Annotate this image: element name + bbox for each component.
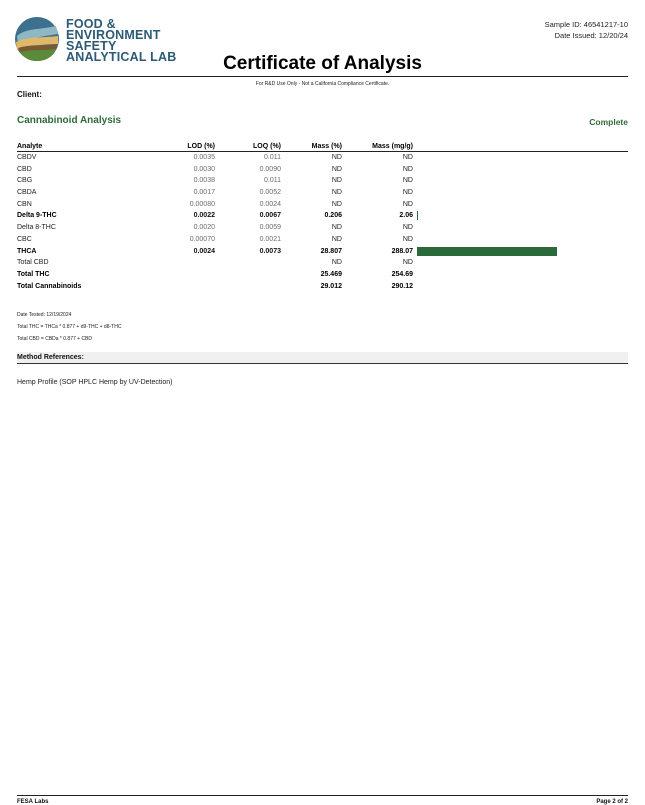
mass-mg-cell: ND — [402, 224, 413, 232]
loq-cell: 0.0090 — [259, 165, 281, 173]
mass-pct-cell: ND — [331, 189, 342, 197]
table-row — [17, 152, 628, 164]
table-row — [17, 175, 628, 187]
header-loq: LOQ (%) — [253, 143, 281, 150]
lod-cell: 0.0038 — [193, 177, 215, 185]
mass-bar — [417, 247, 557, 256]
mass-pct-cell: ND — [331, 177, 342, 185]
loq-cell: 0.0052 — [259, 189, 281, 197]
footer-page-number: Page 2 of 2 — [596, 799, 628, 805]
mass-pct-cell: ND — [331, 165, 342, 173]
mass-mg-cell: 288.07 — [391, 247, 413, 255]
loq-cell: 0.0059 — [259, 224, 281, 232]
loq-cell: 0.0021 — [259, 235, 281, 243]
loq-cell: 0.011 — [264, 154, 281, 161]
loq-cell: 0.0024 — [259, 200, 281, 208]
table-row — [17, 246, 628, 258]
table-row — [17, 164, 628, 176]
loq-cell: 0.0073 — [259, 247, 281, 255]
analyte-cell: CBC — [17, 235, 32, 243]
client-label: Client: — [17, 90, 42, 99]
analyte-cell: Total CBD — [17, 259, 49, 267]
analyte-cell: CBD — [17, 165, 32, 173]
analyte-cell: Delta 8-THC — [17, 224, 56, 232]
table-row — [17, 187, 628, 199]
mass-pct-cell: 28.807 — [320, 247, 342, 255]
mass-mg-cell: ND — [402, 235, 413, 243]
mass-mg-cell: ND — [402, 154, 413, 161]
method-references-label: Method References: — [17, 354, 84, 361]
table-header — [17, 140, 628, 152]
analyte-cell: CBDA — [17, 189, 37, 197]
loq-cell: 0.0067 — [259, 212, 281, 220]
table-row — [17, 234, 628, 246]
date-tested: Date Tested: 12/19/2024 — [17, 312, 72, 318]
mass-pct-cell: ND — [331, 235, 342, 243]
table-row — [17, 210, 628, 222]
mass-mg-cell: 2.06 — [399, 212, 413, 220]
analyte-cell: CBN — [17, 200, 32, 208]
mass-pct-cell: 0.206 — [324, 212, 342, 220]
footer-divider — [17, 795, 628, 796]
mass-pct-cell: 25.469 — [320, 270, 342, 278]
logo-line: ANALYTICAL LAB — [66, 50, 177, 64]
method-reference-text: Hemp Profile (SOP HPLC Hemp by UV-Detection) — [17, 379, 173, 386]
header-divider — [17, 76, 628, 77]
analyte-cell: THCA — [17, 247, 37, 255]
table-body — [17, 152, 628, 292]
mass-pct-cell: 29.012 — [320, 282, 342, 290]
mass-pct-cell: ND — [331, 259, 342, 267]
mass-mg-cell: ND — [402, 259, 413, 267]
table-row — [17, 281, 628, 293]
mass-mg-cell: ND — [402, 189, 413, 197]
page-title: Certificate of Analysis — [223, 53, 422, 74]
analyte-cell: Total Cannabinoids — [17, 282, 82, 290]
sample-id: Sample ID: 46541217-10 — [544, 20, 628, 29]
lod-cell: 0.00080 — [189, 200, 215, 208]
logo-line: SAFETY — [66, 39, 117, 53]
mass-mg-cell: 254.69 — [391, 270, 413, 278]
mass-mg-cell: ND — [402, 177, 413, 185]
sample-info — [545, 19, 628, 41]
lod-cell: 0.0017 — [193, 189, 215, 197]
analyte-cell: CBG — [17, 177, 33, 185]
date-issued: Date Issued: 12/20/24 — [554, 31, 628, 40]
mass-mg-cell: ND — [402, 165, 413, 173]
mass-mg-cell: 290.12 — [391, 282, 413, 290]
table-row — [17, 222, 628, 234]
status-badge: Complete — [589, 117, 628, 127]
total-cbd-formula: Total CBD = CBDa * 0.877 + CBD — [17, 336, 93, 342]
table-row — [17, 199, 628, 211]
lod-cell: 0.00070 — [189, 235, 215, 243]
mass-bar — [417, 211, 418, 220]
analyte-cell: CBDV — [17, 154, 37, 161]
compliance-notice: For R&D Use Only - Not a California Compliance Certificate. — [255, 81, 390, 87]
logo-line: ENVIRONMENT — [66, 28, 161, 42]
mass-pct-cell: ND — [331, 200, 342, 208]
lod-cell: 0.0024 — [193, 247, 215, 255]
mass-pct-cell: ND — [331, 154, 342, 161]
table-row — [17, 257, 628, 269]
lod-cell: 0.0035 — [193, 154, 215, 161]
section-title: Cannabinoid Analysis — [17, 115, 122, 126]
cannabinoid-table — [17, 140, 628, 292]
total-thc-formula: Total THC = THCa * 0.877 + d9-THC + d8-THC — [17, 324, 122, 330]
header-lod: LOD (%) — [187, 143, 215, 150]
lod-cell: 0.0030 — [193, 165, 215, 173]
header-mass-pct: Mass (%) — [311, 143, 342, 150]
lod-cell: 0.0020 — [193, 224, 215, 232]
lod-cell: 0.0022 — [193, 212, 215, 220]
test-notes — [17, 309, 121, 345]
logo-line: FOOD & — [66, 17, 116, 31]
analyte-cell: Total THC — [17, 270, 50, 278]
header-analyte: Analyte — [17, 143, 43, 150]
mass-pct-cell: ND — [331, 224, 342, 232]
mass-mg-cell: ND — [402, 200, 413, 208]
loq-cell: 0.011 — [264, 177, 281, 185]
method-header-bar — [17, 352, 628, 364]
footer-lab-name: FESA Labs — [17, 799, 49, 805]
analyte-cell: Delta 9-THC — [17, 212, 57, 220]
header-mass-mg: Mass (mg/g) — [372, 143, 413, 150]
table-row — [17, 269, 628, 281]
